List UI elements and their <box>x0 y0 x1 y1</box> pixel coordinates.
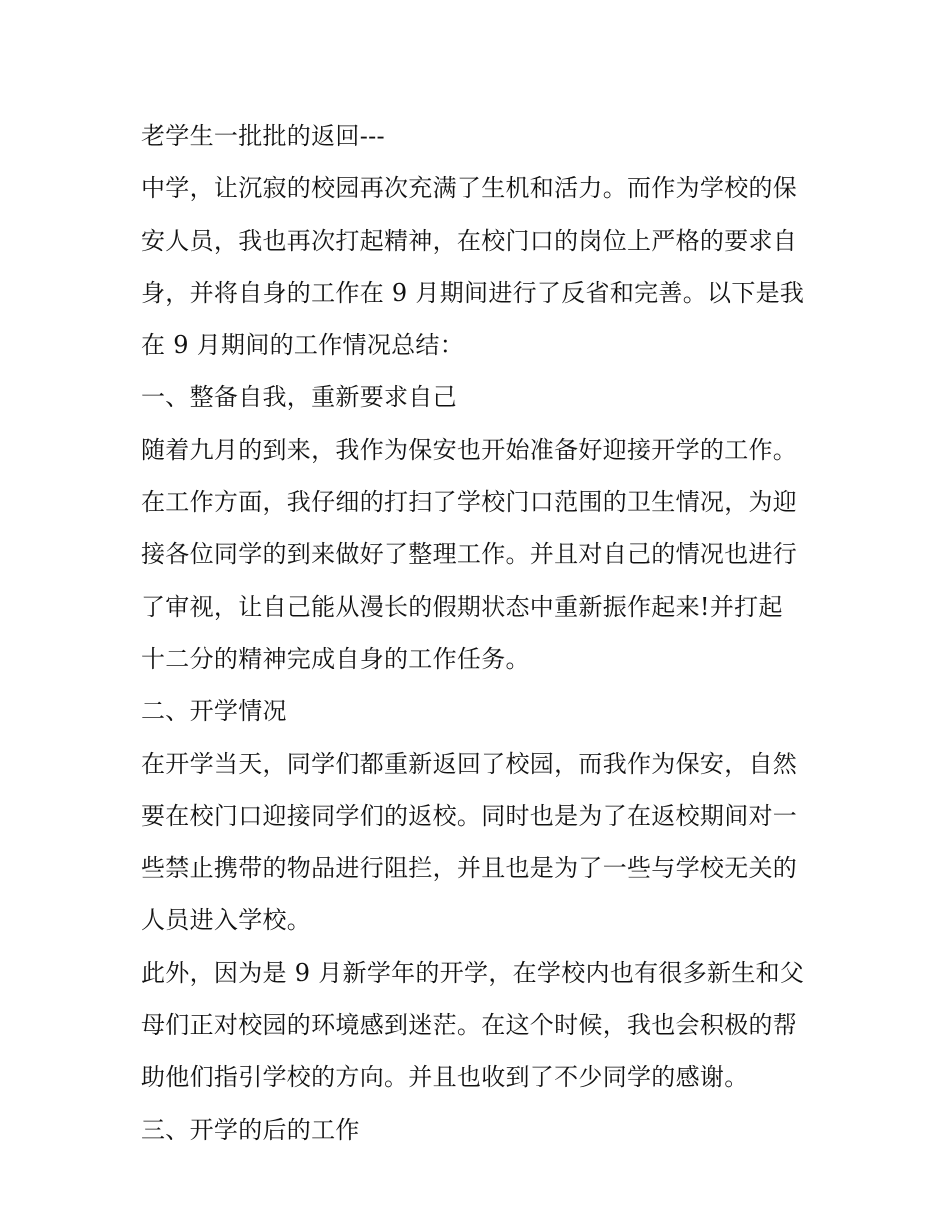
text-line: 中学，让沉寂的校园再次充满了生机和活力。而作为学校的保 <box>141 174 798 203</box>
text-line: 随着九月的到来，我作为保安也开始准备好迎接开学的工作。 <box>141 435 798 464</box>
section-heading-3: 三、开学的后的工作 <box>141 1115 360 1144</box>
text-line: 身，并将自身的工作在 9 月期间进行了反省和完善。以下是我 <box>141 278 805 307</box>
text-line: 十二分的精神完成自身的工作任务。 <box>141 644 530 673</box>
text-line: 接各位同学的到来做好了整理工作。并且对自己的情况也进行 <box>141 540 798 569</box>
text-line: 人员进入学校。 <box>141 906 312 935</box>
text-line: 在 9 月期间的工作情况总结： <box>141 331 465 360</box>
text-line: 些禁止携带的物品进行阻拦，并且也是为了一些与学校无关的 <box>141 854 798 883</box>
text-line: 了审视，让自己能从漫长的假期状态中重新振作起来!并打起 <box>141 592 783 621</box>
text-line: 此外，因为是 9 月新学年的开学，在学校内也有很多新生和父 <box>141 958 805 987</box>
document-body <box>141 110 821 1156</box>
text-line: 老学生一批批的返回--- <box>141 122 385 150</box>
text-line: 安人员，我也再次打起精神，在校门口的岗位上严格的要求自 <box>141 226 798 255</box>
section-heading-2: 二、开学情况 <box>141 697 287 726</box>
text-line: 在工作方面，我仔细的打扫了学校门口范围的卫生情况，为迎 <box>141 488 798 517</box>
text-line: 母们正对校园的环境感到迷茫。在这个时候，我也会积极的帮 <box>141 1011 798 1040</box>
text-line: 在开学当天，同学们都重新返回了校园，而我作为保安，自然 <box>141 749 798 778</box>
section-heading-1: 一、整备自我，重新要求自己 <box>141 383 457 412</box>
text-line: 要在校门口迎接同学们的返校。同时也是为了在返校期间对一 <box>141 801 798 830</box>
text-line: 助他们指引学校的方向。并且也收到了不少同学的感谢。 <box>141 1063 749 1092</box>
